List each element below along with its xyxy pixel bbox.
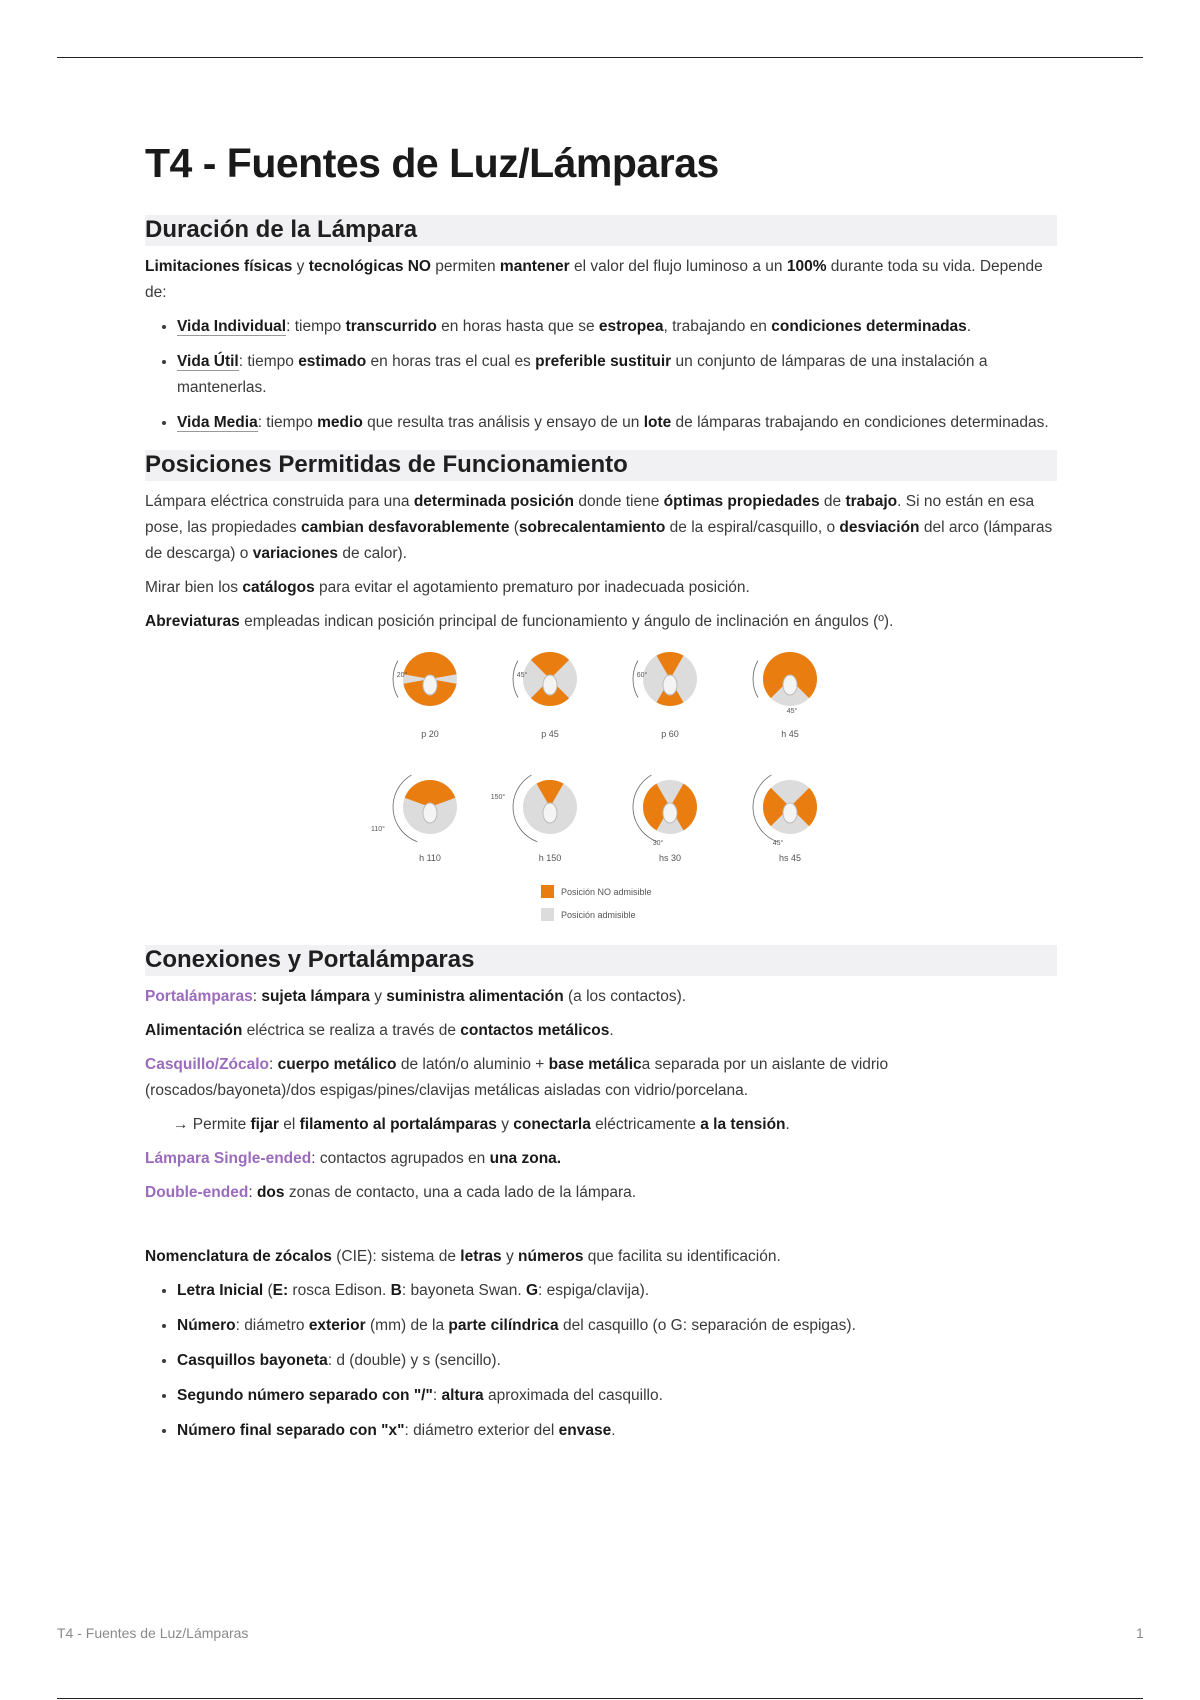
bold-text: Número — [177, 1317, 236, 1335]
highlight-term: Casquillo/Zócalo — [145, 1056, 270, 1074]
bold-text: medio — [317, 414, 363, 432]
bold-text: G — [525, 1282, 539, 1300]
text: de — [819, 493, 846, 511]
bold-text: sobrecalentamiento — [518, 519, 666, 537]
paragraph-catalogos — [145, 575, 1057, 601]
section-conexiones — [145, 945, 1057, 1444]
bold-text: variaciones — [252, 545, 339, 563]
text: empleadas indican posición principal de funcionamiento y ángulo de inclinación en ángulos (º). — [239, 613, 894, 631]
footer-page-number: 1 — [1136, 1625, 1144, 1641]
bold-text: Nomenclatura de zócalos — [145, 1248, 332, 1266]
legend-label-yes: Posición admisible — [561, 910, 636, 921]
bold-text: dos — [256, 1184, 285, 1202]
bold-text: trabajo — [845, 493, 898, 511]
bold-text: tecnológicas NO — [308, 258, 431, 276]
bold-text: suministra alimentación — [386, 988, 564, 1006]
text: zonas de contacto, una a cada lado de la lámpara. — [284, 1184, 637, 1202]
list-item-casquillos-bayoneta — [177, 1348, 1057, 1374]
bold-text: base metálic — [548, 1056, 642, 1074]
paragraph-casquillo — [145, 1052, 1057, 1104]
angle-arc — [753, 661, 758, 698]
text: permiten — [431, 258, 500, 276]
section-posiciones — [145, 450, 1057, 931]
text: del casquillo (o G: separación de espigas). — [558, 1317, 856, 1335]
bold-text: determinada posición — [413, 493, 575, 511]
paragraph-abreviaturas — [145, 609, 1057, 635]
legend-label-no: Posición NO admisible — [561, 887, 652, 898]
text: : diámetro exterior del — [404, 1422, 559, 1440]
position-label-h-110: h 110 — [419, 853, 441, 864]
bold-text: una zona. — [489, 1150, 562, 1168]
section-duracion — [145, 215, 1057, 436]
list-item-vida-individual — [177, 314, 1057, 340]
bold-text: transcurrido — [345, 318, 437, 336]
bold-text: Segundo número separado con "/" — [177, 1387, 433, 1405]
text: del arco (lámparas de descarga) o — [145, 519, 1053, 563]
lamp-r2-2-bulb — [663, 803, 677, 823]
text: : tiempo — [286, 318, 346, 336]
positions-diagram — [373, 645, 833, 931]
text: en horas hasta que se — [436, 318, 599, 336]
text: : diámetro — [235, 1317, 309, 1335]
text: durante toda su vida. Depende de: — [145, 258, 1043, 302]
top-rule — [57, 57, 1143, 58]
list-item-segundo-numero — [177, 1383, 1057, 1409]
bold-text: mantener — [499, 258, 570, 276]
bold-text: cambian desfavorablemente — [300, 519, 510, 537]
bold-text: filamento al portalámparas — [299, 1116, 497, 1134]
angle-label-h-150: 150° — [490, 794, 506, 802]
lamp-r2-3-bulb — [783, 803, 797, 823]
text: , trabajando en — [663, 318, 772, 336]
bold-text: 100% — [786, 258, 827, 276]
legend-swatch-yes — [541, 908, 554, 921]
text: aproximada del casquillo. — [483, 1387, 663, 1405]
bold-text: fijar — [250, 1116, 279, 1134]
paragraph-portalamparas — [145, 984, 1057, 1010]
text: el valor del flujo luminoso a un — [569, 258, 787, 276]
position-label-h-150: h 150 — [538, 853, 562, 864]
text: : contactos agrupados en — [311, 1150, 490, 1168]
bold-text: preferible sustituir — [535, 353, 672, 371]
angle-label-h-110: 110° — [371, 826, 385, 834]
text: de lámparas trabajando en condiciones determinadas. — [671, 414, 1049, 432]
text: : d (double) y s (sencillo). — [327, 1352, 501, 1370]
angle-label-p-45: 45° — [516, 672, 528, 680]
highlight-term: Double-ended — [145, 1184, 249, 1202]
bold-text: condiciones determinadas — [771, 318, 967, 336]
bold-text: estimado — [298, 353, 367, 371]
list-item-letra-inicial — [177, 1278, 1057, 1304]
text: . — [609, 1022, 614, 1040]
text: . — [966, 318, 972, 336]
angle-label-p-20: 20° — [396, 672, 408, 680]
term-vida-util: Vida Útil — [177, 353, 239, 371]
bold-text: Número final separado con "x" — [177, 1422, 405, 1440]
text: eléctricamente — [590, 1116, 701, 1134]
text: → Permite — [173, 1116, 251, 1134]
position-label-p-20: p 20 — [421, 729, 439, 740]
text: y — [369, 988, 387, 1006]
text: . — [785, 1116, 790, 1134]
bold-text: B — [390, 1282, 402, 1300]
position-label-p-60: p 60 — [661, 729, 679, 740]
lamp-r2-1-bulb — [543, 803, 557, 823]
section-heading-posiciones: Posiciones Permitidas de Funcionamiento — [145, 450, 1057, 481]
text: rosca Edison. — [288, 1282, 391, 1300]
angle-label-hs-30: 30° — [652, 840, 664, 848]
text: eléctrica se realiza a través de — [242, 1022, 461, 1040]
position-label-p-45: p 45 — [541, 729, 559, 740]
bold-text: Letra Inicial — [177, 1282, 264, 1300]
text: Lámpara eléctrica construida para una — [145, 493, 414, 511]
section-heading-conexiones: Conexiones y Portalámparas — [145, 945, 1057, 976]
text: que facilita su identificación. — [583, 1248, 781, 1266]
text: ( — [509, 519, 519, 537]
bold-text: cuerpo metálico — [277, 1056, 397, 1074]
text: : — [252, 988, 262, 1006]
bold-text: parte cilíndrica — [448, 1317, 559, 1335]
list-item-vida-media — [177, 410, 1057, 436]
angle-arc — [513, 661, 518, 698]
list-item-numero — [177, 1313, 1057, 1339]
bold-text: Casquillos bayoneta — [177, 1352, 328, 1370]
text: el — [278, 1116, 300, 1134]
list-item-vida-util — [177, 349, 1057, 401]
text: y — [501, 1248, 519, 1266]
spacer — [145, 1214, 1057, 1244]
bottom-rule — [57, 1698, 1143, 1699]
text: en horas tras el cual es — [366, 353, 536, 371]
text: . — [611, 1422, 616, 1440]
vida-list — [145, 314, 1057, 436]
lamp-1-bulb — [543, 675, 557, 695]
angle-arc — [633, 661, 638, 698]
bold-text: exterior — [308, 1317, 366, 1335]
bold-text: altura — [441, 1387, 484, 1405]
text: de latón/o aluminio + — [396, 1056, 549, 1074]
position-label-h-45: h 45 — [781, 729, 799, 740]
text: y — [496, 1116, 514, 1134]
legend-swatch-no — [541, 885, 554, 898]
position-label-hs-30: hs 30 — [658, 853, 682, 864]
text: . Si no están en esa pose, las propiedades — [145, 493, 1035, 537]
bold-text: números — [518, 1248, 584, 1266]
lamp-2-bulb — [663, 675, 677, 695]
bold-text: Abreviaturas — [145, 613, 240, 631]
bold-text: sujeta lámpara — [261, 988, 370, 1006]
position-label-hs-45: hs 45 — [778, 853, 802, 864]
term-vida-media: Vida Media — [177, 414, 258, 432]
text: y — [292, 258, 309, 276]
bold-text: lote — [643, 414, 672, 432]
paragraph-single-ended — [145, 1146, 1057, 1172]
text: : bayoneta Swan. — [401, 1282, 526, 1300]
bold-text: Alimentación — [145, 1022, 243, 1040]
text: Mirar bien los — [145, 579, 243, 597]
bold-text: Limitaciones físicas — [145, 258, 293, 276]
paragraph-permite-fijar — [145, 1112, 1057, 1138]
bold-text: contactos metálicos — [460, 1022, 610, 1040]
bold-text: desviación — [839, 519, 920, 537]
angle-label-hs-45: 45° — [772, 840, 784, 848]
angle-label-h-45: 45° — [786, 708, 798, 716]
text: : tiempo — [257, 414, 318, 432]
bold-text: envase — [558, 1422, 612, 1440]
lamp-r2-0-bulb — [423, 803, 437, 823]
text: : — [269, 1056, 278, 1074]
footer-title: T4 - Fuentes de Luz/Lámparas — [57, 1625, 249, 1641]
lamp-3-bulb — [783, 675, 797, 695]
list-item-numero-final — [177, 1418, 1057, 1444]
section-heading-duracion: Duración de la Lámpara — [145, 215, 1057, 246]
text: a separada por un aislante de vidrio (roscados/bayoneta)/dos espigas/pines/clavijas metálicas aisladas con vidrio/porcelana. — [145, 1056, 889, 1100]
paragraph-limitaciones — [145, 254, 1057, 306]
bold-text: estropea — [598, 318, 664, 336]
page-title: T4 - Fuentes de Luz/Lámparas — [145, 140, 719, 186]
text: (mm) de la — [365, 1317, 449, 1335]
text: (a los contactos). — [563, 988, 687, 1006]
paragraph-nomenclatura — [145, 1244, 1057, 1270]
text: : — [432, 1387, 442, 1405]
bold-text: E: — [272, 1282, 289, 1300]
text: : espiga/clavija). — [538, 1282, 650, 1300]
text: de la espiral/casquillo, o — [665, 519, 840, 537]
text: donde tiene — [574, 493, 664, 511]
paragraph-double-ended — [145, 1180, 1057, 1206]
bold-text: letras — [460, 1248, 502, 1266]
bold-text: óptimas propiedades — [663, 493, 820, 511]
bold-text: conectarla — [513, 1116, 591, 1134]
paragraph-alimentacion — [145, 1018, 1057, 1044]
text: (CIE): sistema de — [331, 1248, 461, 1266]
text: que resulta tras análisis y ensayo de un — [362, 414, 644, 432]
bold-text: catálogos — [242, 579, 315, 597]
nomenclatura-list — [145, 1278, 1057, 1444]
text: un conjunto de lámparas de una instalación a mantenerlas. — [177, 353, 988, 397]
highlight-term: Portalámparas — [145, 988, 253, 1006]
paragraph-lampara-electrica — [145, 489, 1057, 567]
angle-arc — [393, 661, 398, 698]
highlight-term: Lámpara Single-ended — [145, 1150, 312, 1168]
term-vida-individual: Vida Individual — [177, 318, 287, 336]
bold-text: a la tensión — [700, 1116, 786, 1134]
text: ( — [263, 1282, 273, 1300]
text: de calor). — [338, 545, 407, 563]
lamp-0-bulb — [423, 675, 437, 695]
text: : — [248, 1184, 257, 1202]
angle-label-p-60: 60° — [636, 672, 648, 680]
document-page — [145, 140, 1057, 1458]
text: para evitar el agotamiento prematuro por inadecuada posición. — [314, 579, 750, 597]
text: : tiempo — [238, 353, 299, 371]
